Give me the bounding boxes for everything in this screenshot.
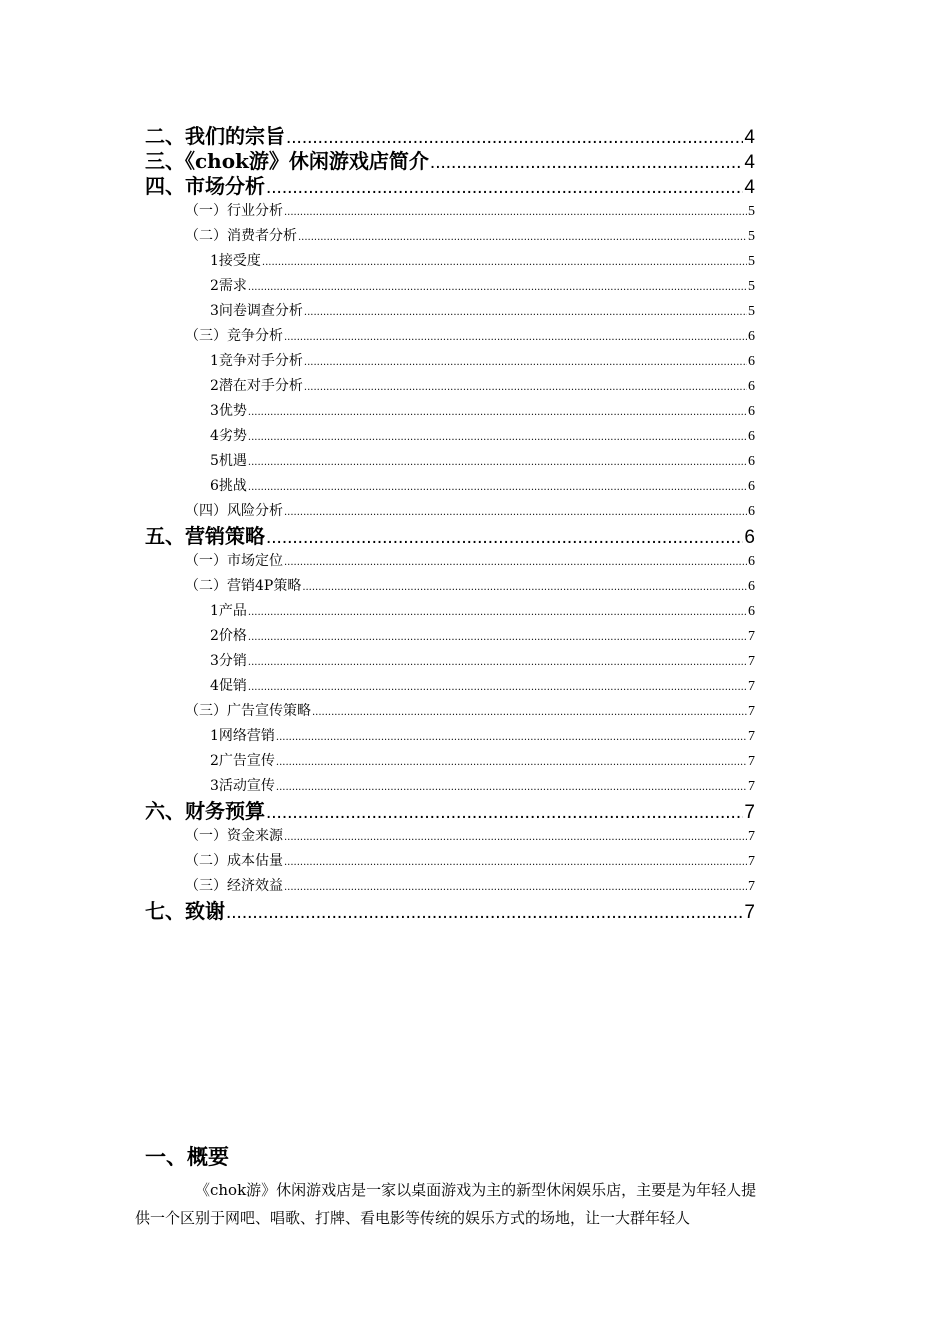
toc-entry-page-number: 7 [744, 902, 755, 923]
toc-leader-dots [284, 850, 747, 874]
toc-entry-title: 七、致谢 [145, 899, 225, 923]
toc-entry[interactable] [145, 649, 755, 674]
toc-entry[interactable] [145, 549, 755, 574]
toc-entry-page-number: 5 [748, 304, 755, 319]
toc-entry-page-number: 7 [748, 704, 755, 719]
toc-entry[interactable] [145, 424, 755, 449]
toc-entry[interactable] [145, 774, 755, 799]
toc-entry[interactable] [145, 599, 755, 624]
toc-entry-page-number: 5 [748, 204, 755, 219]
toc-entry[interactable] [145, 174, 755, 199]
toc-entry[interactable] [145, 499, 755, 524]
toc-entry[interactable] [145, 624, 755, 649]
toc-leader-dots [284, 825, 747, 849]
toc-entry[interactable] [145, 749, 755, 774]
toc-leader-dots [284, 200, 747, 224]
toc-entry[interactable] [145, 149, 755, 174]
toc-entry-title: 3活动宣传 [210, 778, 275, 794]
toc-entry[interactable] [145, 699, 755, 724]
toc-entry[interactable] [145, 399, 755, 424]
toc-entry[interactable] [145, 449, 755, 474]
toc-entry[interactable] [145, 524, 755, 549]
toc-leader-dots [248, 625, 747, 649]
toc-leader-dots [248, 600, 747, 624]
toc-entry[interactable] [145, 724, 755, 749]
toc-leader-dots [284, 500, 747, 524]
toc-entry-title: 二、我们的宗旨 [145, 124, 285, 148]
toc-entry[interactable] [145, 374, 755, 399]
toc-entry-title: 3问卷调查分析 [210, 303, 303, 319]
toc-entry-title: 4促销 [210, 678, 247, 694]
toc-leader-dots [430, 150, 744, 174]
toc-entry[interactable] [145, 899, 755, 924]
toc-entry-page-number: 4 [744, 127, 755, 148]
toc-entry-title: （三）广告宣传策略 [185, 703, 311, 719]
toc-leader-dots [248, 425, 747, 449]
toc-leader-dots [248, 400, 747, 424]
toc-leader-dots [266, 175, 743, 199]
toc-entry-title: （二）消费者分析 [185, 228, 297, 244]
toc-entry-title: （一）资金来源 [185, 828, 283, 844]
toc-entry[interactable] [145, 874, 755, 899]
toc-entry-page-number: 6 [748, 329, 755, 344]
table-of-contents [145, 124, 755, 924]
toc-entry-title: 6挑战 [210, 478, 247, 494]
toc-entry-page-number: 4 [744, 152, 755, 173]
toc-entry-page-number: 6 [748, 579, 755, 594]
toc-entry-title: 1网络营销 [210, 728, 275, 744]
toc-entry-title: （二）成本估量 [185, 853, 283, 869]
toc-leader-dots [248, 450, 747, 474]
toc-entry[interactable] [145, 849, 755, 874]
toc-entry[interactable] [145, 249, 755, 274]
toc-leader-dots [284, 875, 747, 899]
toc-entry-page-number: 6 [748, 504, 755, 519]
toc-entry-page-number: 7 [744, 802, 755, 823]
toc-entry[interactable] [145, 824, 755, 849]
toc-entry[interactable] [145, 574, 755, 599]
toc-entry-page-number: 7 [748, 754, 755, 769]
toc-entry-page-number: 6 [748, 354, 755, 369]
toc-leader-dots [262, 250, 747, 274]
toc-entry[interactable] [145, 474, 755, 499]
toc-entry[interactable] [145, 124, 755, 149]
toc-entry-page-number: 5 [748, 254, 755, 269]
toc-entry-title: （三）竞争分析 [185, 328, 283, 344]
toc-entry-title: 4劣势 [210, 428, 247, 444]
toc-entry-page-number: 7 [748, 629, 755, 644]
toc-leader-dots [248, 675, 747, 699]
toc-entry-title: 2价格 [210, 628, 247, 644]
toc-entry-page-number: 6 [748, 429, 755, 444]
toc-entry-title: 四、市场分析 [145, 174, 265, 198]
toc-leader-dots [226, 900, 743, 924]
toc-entry-page-number: 4 [744, 177, 755, 198]
summary-line-1: 《chok游》休闲游戏店是一家以桌面游戏为主的新型休闲娱乐店，主要是为年轻人提 [195, 1181, 757, 1199]
toc-entry-page-number: 7 [748, 679, 755, 694]
toc-entry-page-number: 6 [744, 527, 755, 548]
toc-leader-dots [266, 800, 743, 824]
toc-entry[interactable] [145, 199, 755, 224]
summary-heading: 一、概要 [145, 1144, 229, 1169]
toc-entry-title: 3优势 [210, 403, 247, 419]
toc-entry-page-number: 5 [748, 279, 755, 294]
toc-leader-dots [298, 225, 747, 249]
toc-entry-title: 1产品 [210, 603, 247, 619]
toc-entry-page-number: 6 [748, 454, 755, 469]
toc-entry[interactable] [145, 274, 755, 299]
toc-entry-title: 2广告宣传 [210, 753, 275, 769]
toc-leader-dots [304, 350, 747, 374]
toc-entry[interactable] [145, 674, 755, 699]
toc-leader-dots [284, 550, 747, 574]
summary-paragraph [135, 1176, 805, 1232]
toc-leader-dots [248, 275, 747, 299]
toc-entry-title: （三）经济效益 [185, 878, 283, 894]
toc-entry-page-number: 7 [748, 729, 755, 744]
toc-entry-title: 六、财务预算 [145, 799, 265, 823]
toc-entry[interactable] [145, 299, 755, 324]
toc-entry[interactable] [145, 224, 755, 249]
toc-entry-page-number: 5 [748, 229, 755, 244]
toc-entry-title: 三、《chok游》休闲游戏店简介 [145, 149, 429, 173]
toc-leader-dots [284, 325, 747, 349]
toc-entry-title: （二）营销4P策略 [185, 578, 302, 594]
toc-entry[interactable] [145, 349, 755, 374]
toc-leader-dots [304, 300, 747, 324]
toc-entry[interactable] [145, 799, 755, 824]
summary-line-2: 供一个区别于网吧、唱歌、打牌、看电影等传统的娱乐方式的场地，让一大群年轻人 [135, 1209, 691, 1227]
toc-entry-page-number: 6 [748, 404, 755, 419]
toc-entry-title: 五、营销策略 [145, 524, 265, 548]
toc-entry-title: 2需求 [210, 278, 247, 294]
toc-entry-page-number: 6 [748, 379, 755, 394]
toc-leader-dots [276, 775, 747, 799]
toc-entry-page-number: 7 [748, 654, 755, 669]
toc-entry-title: 2潜在对手分析 [210, 378, 303, 394]
toc-entry-title: 5机遇 [210, 453, 247, 469]
toc-leader-dots [248, 475, 747, 499]
toc-entry-title: 1竞争对手分析 [210, 353, 303, 369]
toc-entry-title: 3分销 [210, 653, 247, 669]
toc-leader-dots [312, 700, 747, 724]
toc-entry-page-number: 7 [748, 854, 755, 869]
toc-entry-page-number: 6 [748, 554, 755, 569]
toc-leader-dots [266, 525, 743, 549]
toc-entry-page-number: 6 [748, 604, 755, 619]
toc-entry-page-number: 7 [748, 829, 755, 844]
toc-entry-page-number: 6 [748, 479, 755, 494]
toc-leader-dots [248, 650, 747, 674]
toc-entry-title: 1接受度 [210, 253, 261, 269]
toc-leader-dots [276, 725, 747, 749]
toc-entry-title: （一）行业分析 [185, 203, 283, 219]
summary-section [135, 1142, 805, 1232]
toc-leader-dots [276, 750, 747, 774]
toc-leader-dots [304, 375, 747, 399]
toc-entry-page-number: 7 [748, 779, 755, 794]
toc-entry-title: （四）风险分析 [185, 503, 283, 519]
toc-entry-page-number: 7 [748, 879, 755, 894]
toc-leader-dots [286, 125, 743, 149]
toc-leader-dots [302, 575, 747, 599]
toc-entry-title: （一）市场定位 [185, 553, 283, 569]
toc-entry[interactable] [145, 324, 755, 349]
